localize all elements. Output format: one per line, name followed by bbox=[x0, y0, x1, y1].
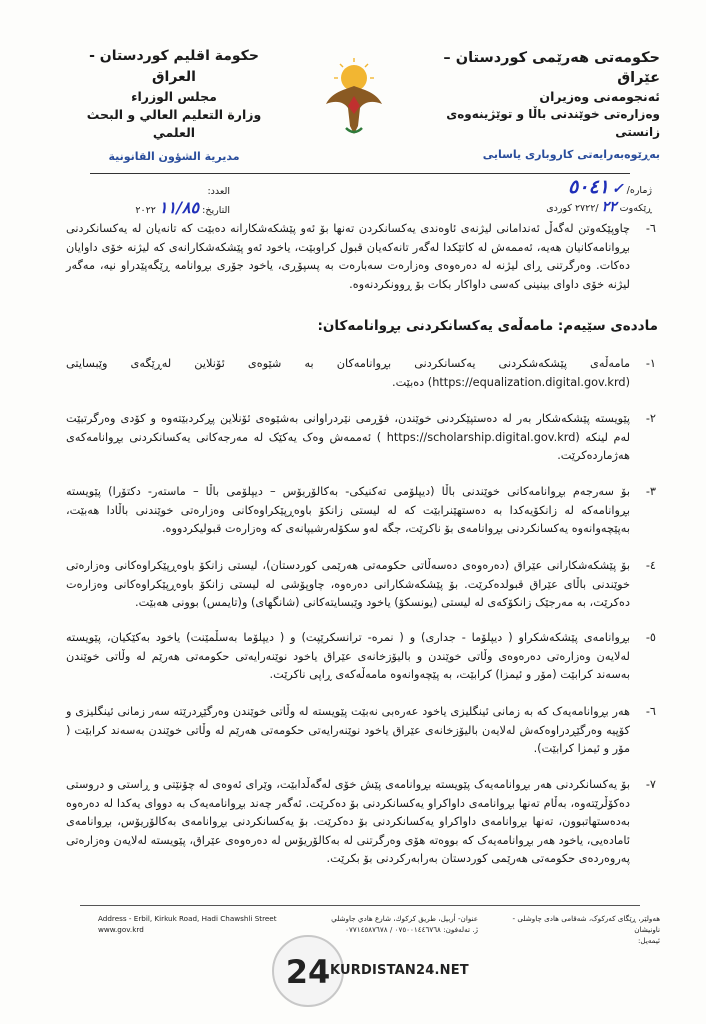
item-text: مامەڵەی پێشکەشکردنی یەکسانکردنی بڕوانامەکان بە شێوەی ئۆنلاین لەڕێگەی وێبسایتی bbox=[66, 357, 630, 370]
footer-kurdish bbox=[500, 913, 660, 946]
ar-date-label: التاريخ: bbox=[202, 205, 230, 216]
list-item bbox=[66, 355, 656, 392]
kurdistan24-logo-text: 24 bbox=[285, 953, 331, 991]
item-text: بۆ پێشکەشکارانی عێراق (دەرەوەی دەسەڵاتی حکومەتی هەرێمی کوردستان)، لیستی زانکۆ باوەڕپێکراوەکانی وەزارەتی خوێندنی باڵای عێراق قبولدەکرێت. بۆ پێشکەشکارانی دەرەوە، چاوپۆشی لە لیستی زانکۆ باوەڕپێکراوەکانی وەزارەت دەکرێت، بە مەرجێک زانکۆکەی لە لیستی (یونسکۆ) یاخود وێبسایتەکانی (شانگهای) و(تایمس) بوونی هەبێت. bbox=[66, 559, 630, 609]
ref-date-label: ڕێکەوت bbox=[619, 203, 652, 214]
header-ar-council: مجلس الوزراء bbox=[131, 89, 217, 104]
kurdistan24-brand: KURDISTAN24.NET bbox=[330, 963, 469, 978]
footer-divider bbox=[80, 905, 640, 906]
ar-date-handwritten: ١١/٨٥ bbox=[158, 198, 200, 217]
article-item-3 bbox=[66, 483, 656, 539]
item-text: بڕوانامەی پێشکەشکراو ( دیپلۆما - جداری) و ( نمرە- ترانسکرێپت) و ( دیپلۆما بەسڵمێنت) یاخود بەکێکیان، پێویستە لەلایەن وەزارەتی دەرەوەی وڵاتی خوێندن و بالیۆزخانەی عێراق یاخود نوێنەرایەتی حکومەتی هەرێم لە وڵاتی خوێندن بەسەند کرابێت (مۆر و ئیمزا) کرابێت، بە پێچەوانەوە مامەڵەکەی ڕاپی ناکرێت. bbox=[66, 631, 630, 681]
header-divider bbox=[90, 173, 630, 174]
list-item bbox=[66, 483, 656, 539]
list-item bbox=[66, 776, 656, 869]
header-ar-government: حكومة اقليم كوردستان - العراق bbox=[89, 48, 259, 85]
item-number: ٦- bbox=[645, 222, 656, 235]
item-number: ١- bbox=[645, 357, 656, 370]
ref-date-handwritten: ٢٢ bbox=[601, 199, 617, 215]
header-arabic bbox=[74, 46, 274, 163]
item-number: ٤- bbox=[645, 559, 656, 572]
footer-arabic bbox=[300, 913, 478, 935]
list-item bbox=[66, 629, 656, 685]
reference-block bbox=[402, 178, 652, 216]
list-item bbox=[66, 703, 656, 759]
item-text: بۆ یەکسانکردنی هەر بڕوانامەیەک پێویستە بڕوانامەی پێش خۆی لەگەڵدابێت، وێرای ئەوەی لە چۆنێتی و ڕاستی و دروستی دەکۆڵرێتەوە، بەڵام تەنها بڕوانامەی داواکراو یەکسانکردنی بۆ دەکرێت. ئەگەر چەند بڕوانامەیەک بە دووای یەکدا لە دەرەوە بەدەستهاتبوون، تەنها بڕوانامەی داواکراو یەکسانکردنی بۆ دەکرێت. بۆ یەکسانکردنی بڕوانامەی بەکالۆریۆس، بڕوانامەی ئامادەیی، یاخود هەر بڕوانامەیەک کە بووەتە هۆی وەرگرتنی لە بەکالۆریۆس لە دەرەوەی عێراق، پێویستە لەلایەن وەزارەتی پەروەردەی حکومەتی هەرێمی کوردستان بەرابەرکردنی بۆ بکرێت. bbox=[66, 778, 630, 865]
item-text: بۆ سەرجەم بڕوانامەکانی خوێندنی باڵا (دیپلۆمی تەکنیکی- بەکالۆریۆس – دیپلۆمی باڵا – ماستەر- دکتۆرا) پێویستە بڕوانامەکە لە زانکۆیەکدا بە دەستهێنرابێت کە لە لیستی زانکۆ باوەڕپێکراوەکانی وەزارەتی خوێندنی باڵادا هەبێت، بەپێچەوانەوە یەکسانکردنی بڕوانامەی بۆ ناکرێت، جگە لەو سکۆلەرشیپانەی کە وەزارەت قبولیکردووە. bbox=[66, 485, 630, 535]
item-tail: ئەممەش وەک یەکێک لە مەرجەکانی یەکسانکردنی بڕوانامەکەی هەژماردەکرێت. bbox=[66, 430, 630, 462]
article-item-1 bbox=[66, 355, 656, 392]
header-ar-directorate: مديرية الشؤون القانونية bbox=[108, 150, 240, 163]
ar-number-label: العدد: bbox=[207, 186, 230, 197]
header-ku-council: ئەنجومەنی وەزیران bbox=[539, 89, 660, 104]
list-item bbox=[66, 557, 656, 613]
ref-signature-icon: ✓ bbox=[611, 181, 624, 197]
footer-ku-email: ئیمەیل: bbox=[637, 936, 660, 945]
header-ku-ministry: وەزارەتی خوێندنی باڵا و توێژینەوەی زانستی bbox=[446, 107, 660, 139]
item-number: ٣- bbox=[645, 485, 656, 498]
clause-top bbox=[66, 220, 656, 294]
footer-english bbox=[98, 913, 278, 935]
header-ar-ministry: وزارة التعليم العالي و البحث العلمي bbox=[86, 107, 262, 140]
article-item-4 bbox=[66, 557, 656, 613]
item-text: پێویستە پێشکەشکار بەر لە دەستپێکردنی خوێندن، فۆڕمی نێردراوانی بەشێوەی ئۆنلاین پڕکردبێتەوە و کۆدی وەرگرتبێت لەم لینکە bbox=[66, 412, 631, 444]
header-ku-government: حکومەتی هەرێمی کوردستان – عێراق bbox=[443, 50, 660, 86]
article-item-7 bbox=[66, 776, 656, 869]
ref-number-label: ژمارە/ bbox=[626, 185, 652, 196]
ref-number-handwritten: ٥٠٤١ bbox=[568, 176, 609, 198]
article-heading: ماددەی سێیەم: مامەڵەی یەکسانکردنی بڕوانامەکان: bbox=[317, 318, 658, 334]
header-kurdish bbox=[420, 48, 660, 161]
item-number: ٥- bbox=[645, 631, 656, 644]
list-item bbox=[66, 220, 656, 294]
list-item bbox=[66, 410, 656, 466]
item-number: ٦- bbox=[645, 705, 656, 718]
article-item-5 bbox=[66, 629, 656, 685]
ar-date-year: ٢٠٢٢ bbox=[135, 205, 156, 216]
scholarship-link[interactable]: ( https://scholarship.digital.gov.krd) bbox=[376, 430, 580, 444]
footer-en-address: Address - Erbil, Kirkuk Road, Hadi Chawshli Street bbox=[98, 914, 277, 923]
article-item-2 bbox=[66, 410, 656, 466]
kurdistan-emblem-icon bbox=[322, 56, 386, 140]
item-number: ٧- bbox=[645, 778, 656, 791]
footer-en-website[interactable]: www.gov.krd bbox=[98, 925, 144, 934]
item-text: چاوپێکەوتن لەگەڵ ئەندامانی لیژنەی ئاوەندی یەکسانکردن تەنها بۆ ئەو پێشکەشکارانە دەبێت کە تانەیان لە یەکسانکردنی بڕوانامەکانیان هەیە، ئەممەش لە کاتێکدا لەگەر تانەکەیان قبول کراوبێت، یاخود ئەو پێشکەشکارانەی کە لیژنە خۆی داوایان دەکات. وەرگرتنی ڕای لیژنە لە دەرەوەی وەزارەت سەبارەت بە پسپۆڕی، یاخود جۆری بڕوانامە ڕێگەپێدراو نیە، مەگەر لیژنە خۆی داوای بینینی کەسی داواکار بکات بۆ ڕوونکردنەوە. bbox=[66, 222, 630, 291]
arabic-reference-block bbox=[120, 184, 230, 219]
footer-ar-address: عنوان- أربيل، طريق كركوك، شارع هادي جاوشلي bbox=[331, 914, 478, 923]
item-tail: دەبێت. bbox=[392, 375, 425, 389]
item-text: هەر بڕوانامەیەک کە بە زمانی ئینگلیزی یاخود عەرەبی نەبێت پێویستە لە وڵاتی خوێندن وەرگێڕدرێتە سەر زمانی ئینگلیزی و کۆپیە وەرگێڕدراوەکەش لەلایەن بالیۆزخانەی عێراق یاخود نوێنەرایەتی حکومەتی هەرێم لە وڵاتی خوێندن بەسەند کرابێت ( مۆر و ئیمزا کرابێت). bbox=[66, 705, 630, 755]
footer-ku-address: هەولێر، ڕێگای کەرکوک، شەقامی هادی چاوشلی - ناونیشان bbox=[512, 914, 660, 934]
equalization-link[interactable]: (https://equalization.digital.gov.krd) bbox=[427, 375, 630, 389]
kurdistan24-watermark bbox=[272, 935, 472, 1011]
ref-date-printed: /٢٧٢٢ کوردی bbox=[546, 203, 599, 214]
article-item-6 bbox=[66, 703, 656, 759]
item-number: ٢- bbox=[645, 412, 656, 425]
header-ku-directorate: بەڕێوەبەرایەتی کاروباری یاسایی bbox=[482, 148, 660, 161]
footer-ar-phone: ژ. تەلەفون: ٠٧٥٠٠١٤٤٦٧٦٨ / ٠٧٧١٤٥٨٧٦٧٨ bbox=[345, 925, 478, 934]
